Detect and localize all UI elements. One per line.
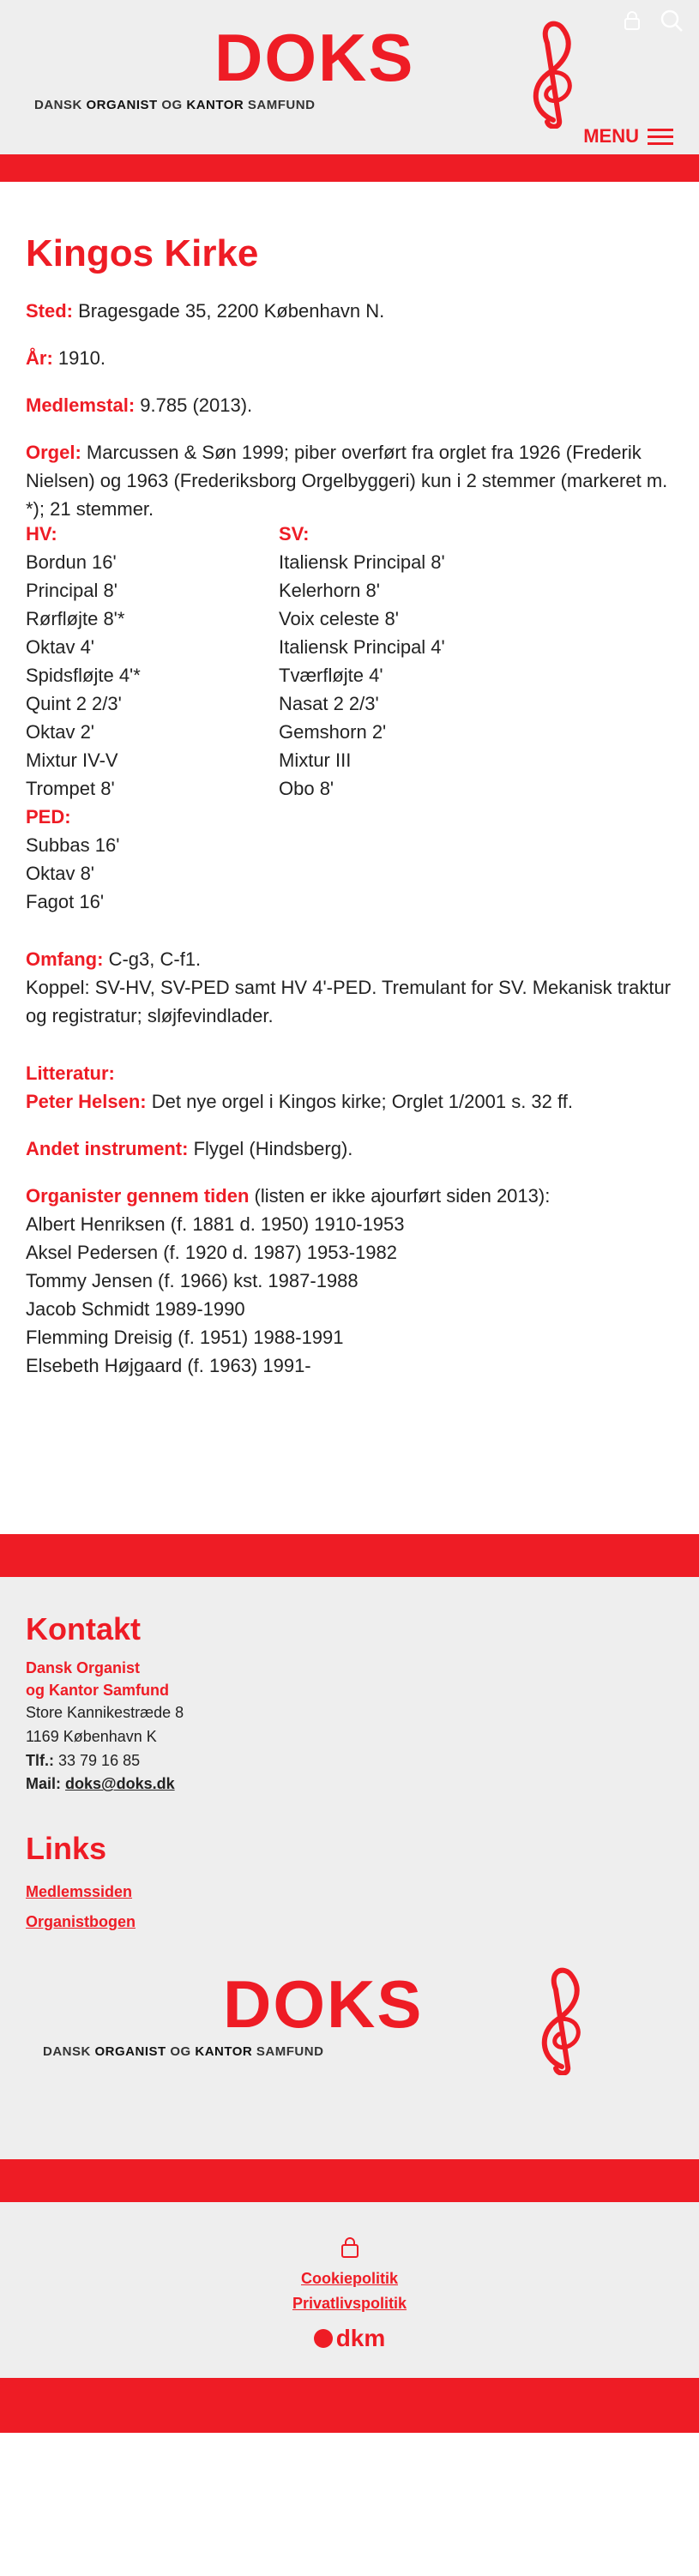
stop-item: Mixtur IV-V [26, 749, 118, 772]
address-line2: 1169 København K [26, 1727, 157, 1745]
medlemstal-line: Medlemstal: 9.785 (2013). [26, 394, 253, 417]
cookiepolitik-link[interactable]: Cookiepolitik [300, 2269, 398, 2287]
organister-list [26, 1210, 673, 1380]
main-content [0, 182, 699, 1380]
list-item: Aksel Pedersen (f. 1920 d. 1987) 1953-1982 [26, 1242, 397, 1264]
links-title: Links [26, 1831, 107, 1867]
page-title: Kingos Kirke [26, 232, 259, 274]
stop-item: Italiensk Principal 4' [279, 636, 445, 659]
treble-clef-icon [523, 1964, 600, 2075]
stop-item: Rørfløjte 8'* [26, 608, 125, 630]
menu-button[interactable] [583, 125, 673, 147]
stop-item: Spidsfløjte 4'* [26, 665, 141, 687]
sted-line: Sted: Bragesgade 35, 2200 København N. [26, 300, 385, 322]
stop-item: Voix celeste 8' [279, 608, 399, 630]
dkm-label: dkm [335, 2324, 386, 2351]
organister-heading: Organister gennem tiden (listen er ikke ajourført siden 2013): [26, 1185, 551, 1207]
mail-line: Mail: doks@doks.dk [26, 1775, 175, 1793]
logo-word: DOKS [214, 20, 415, 95]
footer-logo[interactable] [26, 1953, 673, 2134]
site-header [0, 0, 699, 154]
lock-icon[interactable] [624, 11, 641, 30]
logo-word: DOKS [223, 1965, 424, 2042]
sv-heading: SV: [279, 523, 310, 545]
list-item: Elsebeth Højgaard (f. 1963) 1991- [26, 1355, 311, 1377]
stop-item: Oktav 8' [26, 863, 95, 885]
link-medlemssiden[interactable]: Medlemssiden [26, 1883, 133, 1901]
org-name-line1: Dansk Organist [26, 1659, 141, 1677]
stop-item: Trompet 8' [26, 778, 115, 800]
phone-line: Tlf.: 33 79 16 85 [26, 1751, 141, 1769]
mail-link[interactable]: doks@doks.dk [65, 1775, 175, 1793]
orgel-description: Orgel: Marcussen & Søn 1999; piber overført fra orglet fra 1926 (Frederik Nielsen) og 1963 (Frederiksborg Orgelbyggeri) kun i 2 stemmer (markeret m. *); 21 stemmer. [26, 442, 668, 521]
logo-tagline: DANSK ORGANIST OG KANTOR SAMFUND [34, 98, 316, 112]
footer-contact [0, 1577, 699, 2158]
dkm-logo[interactable] [314, 2325, 386, 2352]
header-tools [624, 9, 684, 33]
cookie-icon [340, 2248, 360, 2262]
privatlivspolitik-link[interactable]: Privatlivspolitik [292, 2294, 407, 2312]
sv-column [279, 520, 536, 803]
stop-list [26, 520, 673, 803]
footer-logo-inner [43, 1965, 626, 2073]
menu-icon [648, 127, 673, 146]
stop-item: Oktav 4' [26, 636, 95, 659]
org-name-line2: og Kantor Samfund [26, 1681, 169, 1699]
stop-item: Quint 2 2/3' [26, 693, 122, 715]
header-red-bar [0, 154, 699, 182]
stop-item: Kelerhorn 8' [279, 580, 380, 602]
litteratur-entry: Peter Helsen: Det nye orgel i Kingos kirke; Orglet 1/2001 s. 32 ff. [26, 1091, 573, 1113]
stop-item: Fagot 16' [26, 891, 105, 913]
site-logo[interactable] [34, 20, 618, 127]
dkm-dot-icon [314, 2329, 333, 2348]
footer-bottom [0, 2159, 699, 2378]
litteratur-heading: Litteratur: [26, 1062, 115, 1085]
stop-item: Subbas 16' [26, 834, 120, 857]
list-item: Tommy Jensen (f. 1966) kst. 1987-1988 [26, 1270, 359, 1292]
stop-item: Mixtur III [279, 749, 352, 772]
menu-label: MENU [583, 125, 639, 147]
link-organistbogen[interactable]: Organistbogen [26, 1912, 136, 1930]
bottom-red-bar [0, 2378, 699, 2433]
stop-item: Nasat 2 2/3' [279, 693, 379, 715]
stop-item: Gemshorn 2' [279, 721, 387, 743]
list-item: Albert Henriksen (f. 1881 d. 1950) 1910-1953 [26, 1213, 405, 1236]
omfang-line: Omfang: C-g3, C-f1. [26, 948, 202, 971]
ped-heading: PED: [26, 806, 71, 828]
hv-column [26, 520, 262, 803]
koppel-line: Koppel: SV-HV, SV-PED samt HV 4'-PED. Tremulant for SV. Mekanisk traktur og registratur; sløjfevindlader. [26, 977, 672, 1027]
stop-item: Principal 8' [26, 580, 118, 602]
hv-heading: HV: [26, 523, 57, 545]
ped-column [26, 803, 673, 916]
address-line1: Store Kannikestræde 8 [26, 1703, 184, 1721]
aar-line: År: 1910. [26, 347, 105, 370]
stop-item: Italiensk Principal 8' [279, 551, 445, 574]
logo-tagline: DANSK ORGANIST OG KANTOR SAMFUND [43, 2043, 324, 2059]
stop-item: Obo 8' [279, 778, 334, 800]
kontakt-title: Kontakt [26, 1611, 141, 1647]
andet-instrument-line: Andet instrument: Flygel (Hindsberg). [26, 1138, 353, 1160]
stop-item: Bordun 16' [26, 551, 117, 574]
treble-clef-icon [515, 17, 592, 129]
list-item: Flemming Dreisig (f. 1951) 1988-1991 [26, 1327, 344, 1349]
footer-red-bar [0, 1534, 699, 1577]
stop-item: Oktav 2' [26, 721, 95, 743]
stop-item: Tværfløjte 4' [279, 665, 383, 687]
list-item: Jacob Schmidt 1989-1990 [26, 1298, 245, 1321]
search-icon[interactable] [660, 9, 684, 33]
